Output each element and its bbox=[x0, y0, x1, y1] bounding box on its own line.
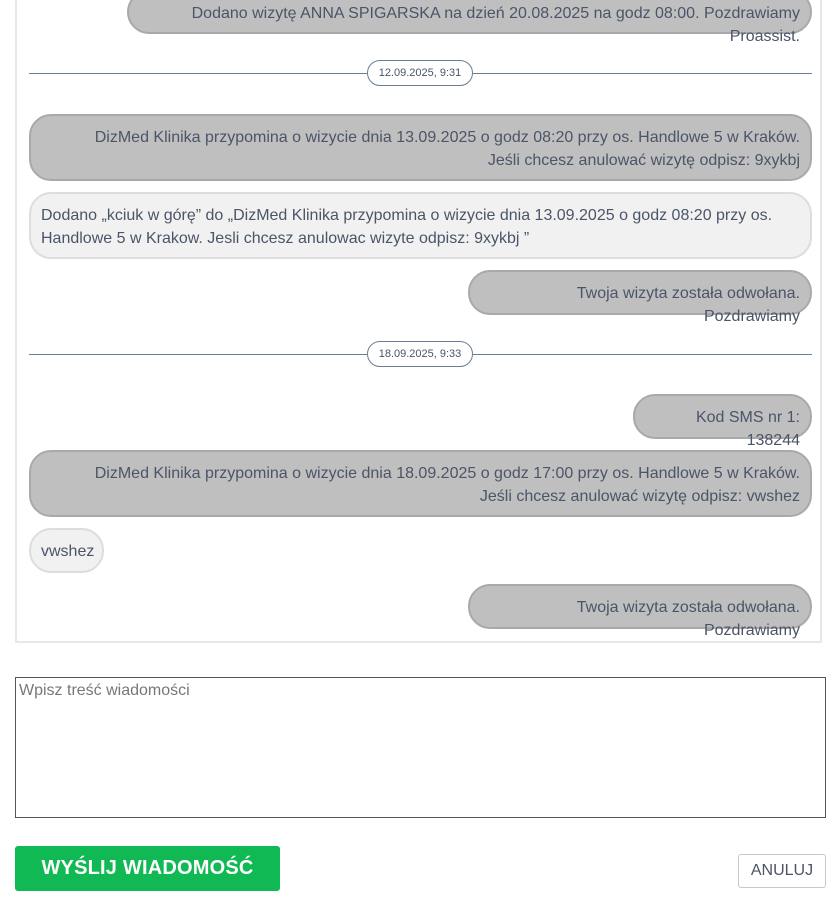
message-outgoing: DizMed Klinika przypomina o wizycie dnia 13.09.2025 o godz 08:20 przy os. Handlowe 5 w Kraków. Jeśli chcesz anulować wizytę odpisz: 9xykbj bbox=[29, 114, 812, 181]
date-divider bbox=[29, 341, 812, 367]
message-outgoing: Twoja wizyta została odwołana. Pozdrawiamy bbox=[468, 270, 812, 315]
date-stamp: 18.09.2025, 9:33 bbox=[367, 341, 473, 367]
date-stamp: 12.09.2025, 9:31 bbox=[367, 60, 473, 86]
message-outgoing: DizMed Klinika przypomina o wizycie dnia 18.09.2025 o godz 17:00 przy os. Handlowe 5 w Kraków. Jeśli chcesz anulować wizytę odpisz: vwshez bbox=[29, 450, 812, 517]
message-input[interactable] bbox=[15, 677, 826, 818]
cancel-button[interactable]: ANULUJ bbox=[738, 854, 826, 888]
message-incoming: Dodano „kciuk w górę” do „DizMed Klinika przypomina o wizycie dnia 13.09.2025 o godz 08:20 przy os. Handlowe 5 w Krakow. Jesli chcesz anulowac wizyte odpisz: 9xykbj ” bbox=[29, 192, 812, 259]
message-incoming: vwshez bbox=[29, 528, 104, 573]
send-message-button[interactable]: WYŚLIJ WIADOMOŚĆ bbox=[15, 846, 280, 891]
message-thread-panel[interactable] bbox=[15, 0, 822, 643]
message-outgoing: Twoja wizyta została odwołana. Pozdrawiamy bbox=[468, 584, 812, 629]
message-outgoing: Dodano wizytę ANNA SPIGARSKA na dzień 20.08.2025 na godz 08:00. Pozdrawiamy Proassist. bbox=[127, 0, 812, 34]
date-divider bbox=[29, 60, 812, 86]
message-outgoing: Kod SMS nr 1: 138244 bbox=[633, 394, 812, 439]
